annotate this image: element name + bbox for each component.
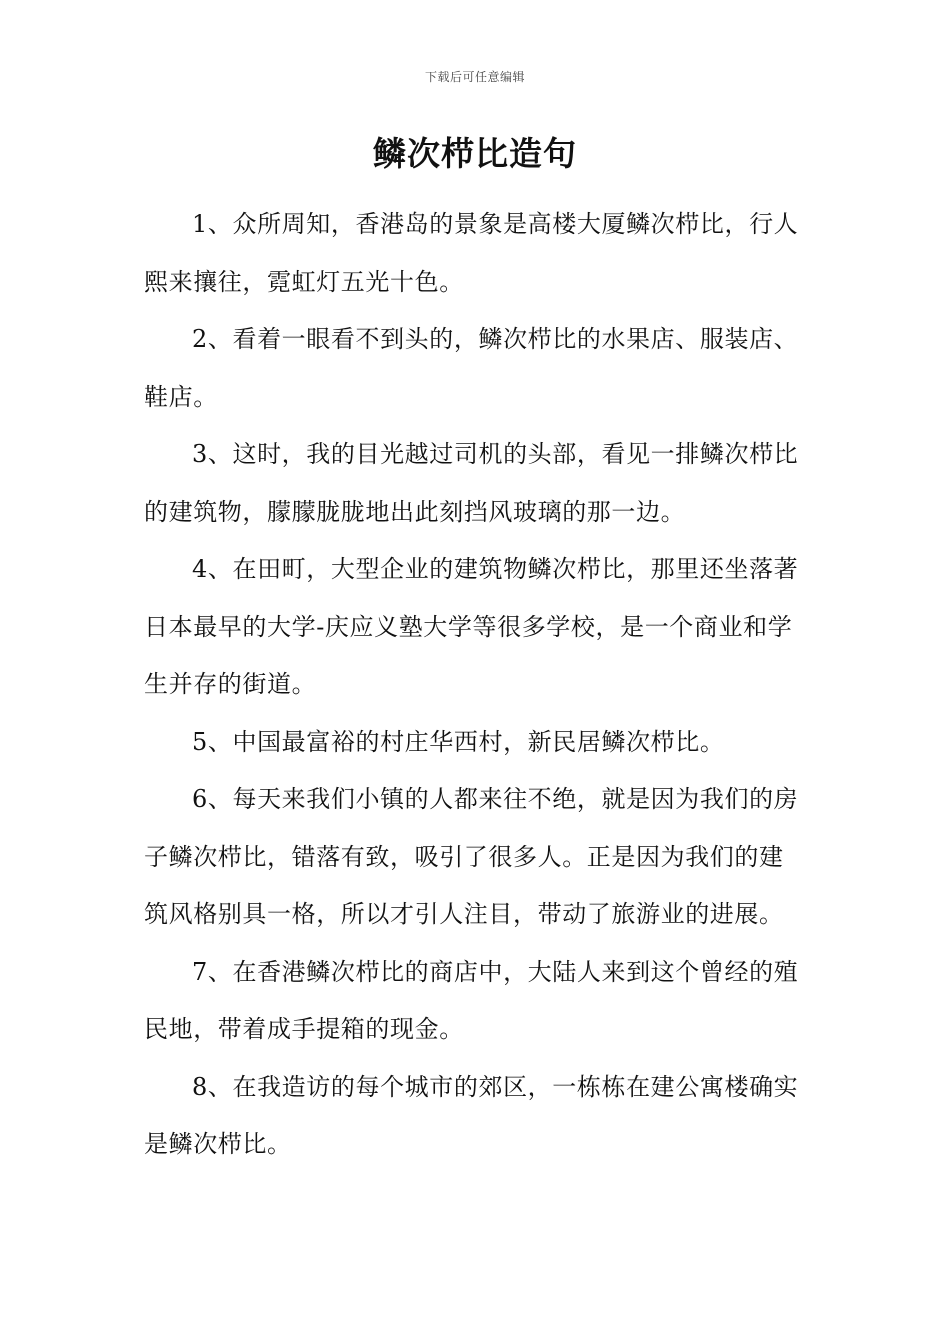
sentence-paragraph: 4、在田町，大型企业的建筑物鳞次栉比，那里还坐落著日本最早的大学-庆应义塾大学等很多学校，是一个商业和学生并存的街道。 (144, 555, 799, 698)
sentence-paragraph: 8、在我造访的每个城市的郊区，一栋栋在建公寓楼确实是鳞次栉比。 (144, 1072, 799, 1158)
document-body (144, 196, 808, 1174)
sentence-paragraph: 6、每天来我们小镇的人都来往不绝，就是因为我们的房子鳞次栉比，错落有致，吸引了很多人。正是因为我们的建筑风格别具一格，所以才引人注目，带动了旅游业的进展。 (144, 785, 799, 928)
header-note: 下载后可任意编辑 (424, 70, 525, 84)
page-title: 鳞次栉比造句 (373, 134, 577, 173)
sentence-paragraph: 3、这时，我的目光越过司机的头部，看见一排鳞次栉比的建筑物，朦朦胧胧地出此刻挡风玻璃的那一边。 (144, 440, 799, 526)
sentence-paragraph: 7、在香港鳞次栉比的商店中，大陆人来到这个曾经的殖民地，带着成手提箱的现金。 (144, 957, 799, 1043)
sentence-paragraph: 1、众所周知，香港岛的景象是高楼大厦鳞次栉比，行人熙来攘往，霓虹灯五光十色。 (144, 210, 799, 296)
sentence-paragraph: 5、中国最富裕的村庄华西村，新民居鳞次栉比。 (192, 727, 725, 756)
sentence-paragraph: 2、看着一眼看不到头的，鳞次栉比的水果店、服装店、鞋店。 (144, 325, 799, 411)
